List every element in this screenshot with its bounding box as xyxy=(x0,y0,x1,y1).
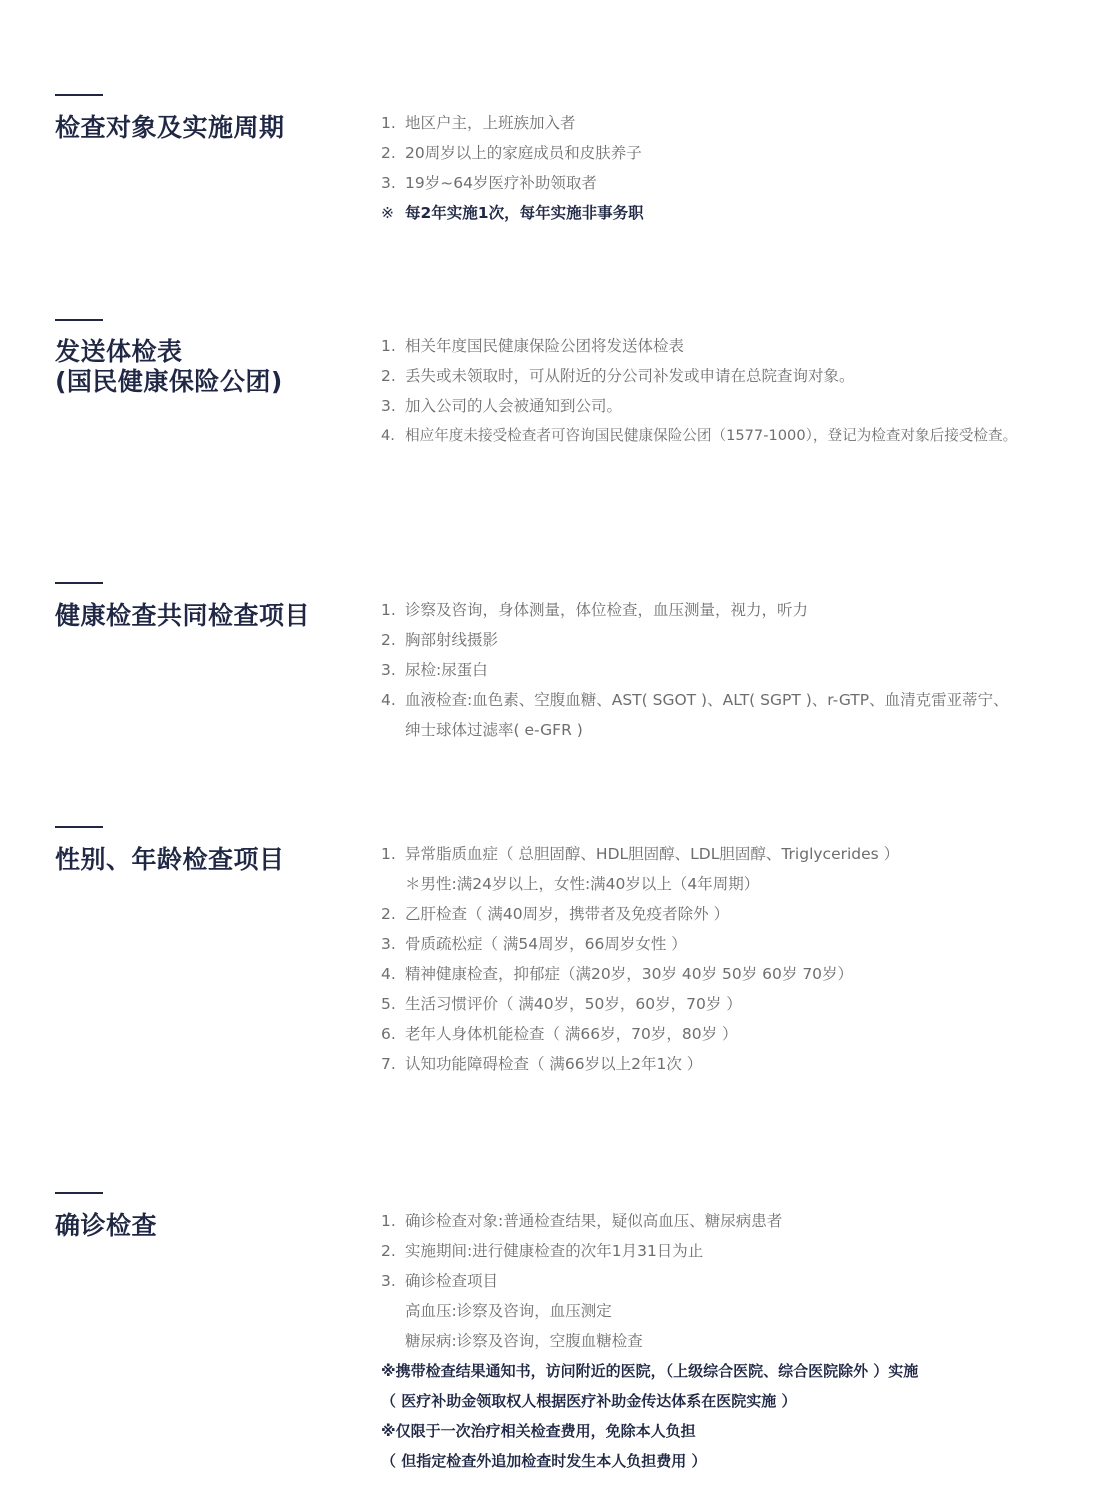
item-text: 加入公司的人会被通知到公司。 xyxy=(405,397,623,415)
item-number: 4. xyxy=(381,691,396,709)
section-divider xyxy=(55,1192,103,1194)
section-title-line: (国民健康保险公团) xyxy=(55,367,283,396)
item-text: ＊男性:满24岁以上，女性:满40岁以上（4年周期） xyxy=(405,875,760,893)
section-divider xyxy=(55,94,103,96)
item-text: 胸部射线摄影 xyxy=(405,631,499,649)
section-title-line: 确诊检查 xyxy=(55,1211,158,1240)
section-item-list xyxy=(381,331,1101,451)
item-text: （ 医疗补助金领取权人根据医疗补助金传达体系在医院实施 ） xyxy=(381,1392,797,1410)
section-item-list xyxy=(381,1206,1101,1476)
list-item xyxy=(381,1049,1101,1079)
item-number: 3. xyxy=(381,661,396,679)
note-item xyxy=(381,1356,1101,1386)
section-divider xyxy=(55,582,103,584)
item-text: 糖尿病:诊察及咨询，空腹血糖检查 xyxy=(405,1332,643,1350)
section-title xyxy=(55,601,355,631)
item-number: 3. xyxy=(381,397,396,415)
item-text: （ 但指定检查外追加检查时发生本人负担费用 ） xyxy=(381,1452,707,1470)
list-item xyxy=(381,1236,1101,1266)
item-text: 老年人身体机能检查（ 满66岁，70岁，80岁 ） xyxy=(405,1025,738,1043)
item-number: 4. xyxy=(381,427,395,444)
note-item xyxy=(381,1386,1101,1416)
item-number: 7. xyxy=(381,1055,396,1073)
item-text: 20周岁以上的家庭成员和皮肤养子 xyxy=(405,144,642,162)
list-item xyxy=(381,331,1101,361)
list-item xyxy=(381,685,1101,715)
item-text: 异常脂质血症（ 总胆固醇、HDL胆固醇、LDL胆固醇、Triglycerides ） xyxy=(405,845,900,863)
list-item xyxy=(381,839,1101,869)
item-text: 乙肝检查（ 满40周岁，携带者及免疫者除外 ） xyxy=(405,905,730,923)
section-divider xyxy=(55,319,103,321)
item-number: 2. xyxy=(381,144,396,162)
item-number: 2. xyxy=(381,367,396,385)
list-item xyxy=(381,361,1101,391)
item-number: 2. xyxy=(381,905,396,923)
list-item xyxy=(381,655,1101,685)
item-text: 相关年度国民健康保险公团将发送体检表 xyxy=(405,337,685,355)
list-item xyxy=(381,391,1101,421)
note-item xyxy=(381,1446,1101,1476)
note-mark: ※ xyxy=(381,204,394,222)
list-item xyxy=(381,625,1101,655)
list-item xyxy=(381,138,1101,168)
list-item xyxy=(381,929,1101,959)
list-item xyxy=(381,1019,1101,1049)
item-text: 19岁~64岁医疗补助领取者 xyxy=(405,174,597,192)
section-title-line: 发送体检表 xyxy=(55,337,183,366)
section-title xyxy=(55,1211,355,1241)
section-item-list xyxy=(381,108,1101,228)
item-text: ※仅限于一次治疗相关检查费用，免除本人负担 xyxy=(381,1422,696,1440)
list-item-subitem xyxy=(381,1296,1101,1326)
item-number: 1. xyxy=(381,114,396,132)
list-item-subitem xyxy=(381,1326,1101,1356)
item-number: 3. xyxy=(381,935,396,953)
item-text: 地区户主，上班族加入者 xyxy=(405,114,576,132)
item-text: 诊察及咨询，身体测量，体位检查，血压测量，视力，听力 xyxy=(405,601,809,619)
item-number: 2. xyxy=(381,631,396,649)
item-text: 认知功能障碍检查（ 满66岁以上2年1次 ） xyxy=(405,1055,703,1073)
item-number: 1. xyxy=(381,337,396,355)
item-text: 高血压:诊察及咨询，血压测定 xyxy=(405,1302,612,1320)
section-divider xyxy=(55,826,103,828)
item-number: 2. xyxy=(381,1242,396,1260)
section-title xyxy=(55,337,355,397)
section-title-line: 检查对象及实施周期 xyxy=(55,113,285,142)
list-item xyxy=(381,959,1101,989)
item-text: 确诊检查对象:普通检查结果，疑似高血压、糖尿病患者 xyxy=(405,1212,783,1230)
item-text: 尿检:尿蛋白 xyxy=(405,661,488,679)
item-text: 生活习惯评价（ 满40岁，50岁，60岁，70岁 ） xyxy=(405,995,742,1013)
list-item xyxy=(381,108,1101,138)
item-number: 5. xyxy=(381,995,396,1013)
list-item xyxy=(381,899,1101,929)
section-title-line: 性别、年龄检查项目 xyxy=(55,845,285,874)
item-number: 1. xyxy=(381,601,396,619)
section-title-line: 健康检查共同检查项目 xyxy=(55,601,311,630)
list-item xyxy=(381,989,1101,1019)
item-text: 血液检查:血色素、空腹血糖、AST( SGOT )、ALT( SGPT )、r-GTP、血清克雷亚蒂宁、 xyxy=(405,691,1009,709)
section-title xyxy=(55,845,355,875)
item-number: 3. xyxy=(381,1272,396,1290)
section-item-list xyxy=(381,839,1101,1079)
list-item xyxy=(381,1266,1101,1296)
item-number: 6. xyxy=(381,1025,396,1043)
item-number: 3. xyxy=(381,174,396,192)
list-item xyxy=(381,421,1101,451)
item-text: ※携带检查结果通知书，访问附近的医院，（上级综合医院、综合医院除外 ）实施 xyxy=(381,1362,919,1380)
item-text: 骨质疏松症（ 满54周岁，66周岁女性 ） xyxy=(405,935,687,953)
item-text: 确诊检查项目 xyxy=(405,1272,499,1290)
item-text: 实施期间:进行健康检查的次年1月31日为止 xyxy=(405,1242,704,1260)
list-item xyxy=(381,595,1101,625)
list-item-subnote xyxy=(381,869,1101,899)
item-text: 丢失或未领取时，可从附近的分公司补发或申请在总院查询对象。 xyxy=(405,367,855,385)
item-text: 每2年实施1次，每年实施非事务职 xyxy=(405,204,644,222)
list-item xyxy=(381,168,1101,198)
item-number: 4. xyxy=(381,965,396,983)
item-text: 精神健康检查，抑郁症（满20岁，30岁 40岁 50岁 60岁 70岁） xyxy=(405,965,854,983)
list-item-continuation xyxy=(381,715,1101,745)
item-text: 绅士球体过滤率( e-GFR ) xyxy=(405,721,583,739)
section-item-list xyxy=(381,595,1101,745)
item-text: 相应年度未接受检查者可咨询国民健康保险公团（1577-1000），登记为检查对象后接受检查。 xyxy=(405,427,1018,444)
item-number: 1. xyxy=(381,845,396,863)
section-title xyxy=(55,113,355,143)
note-item xyxy=(381,198,1101,228)
note-item xyxy=(381,1416,1101,1446)
list-item xyxy=(381,1206,1101,1236)
item-number: 1. xyxy=(381,1212,396,1230)
